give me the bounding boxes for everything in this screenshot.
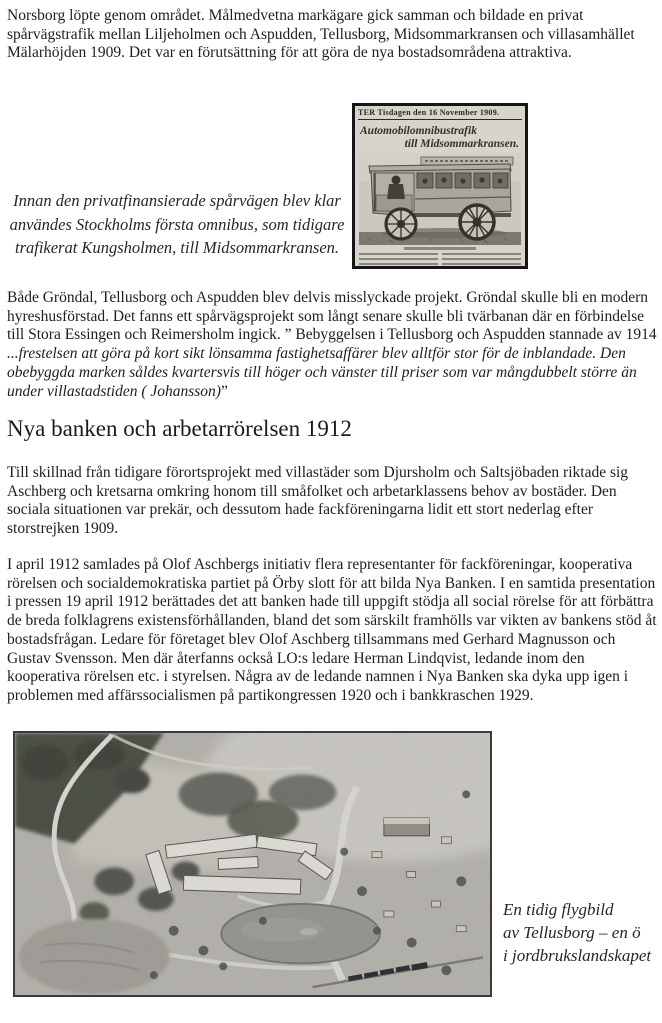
aerial-caption-line1: En tidig flygbild xyxy=(503,900,614,919)
aerial-photo-caption xyxy=(503,898,662,967)
omnibus-photo xyxy=(359,153,521,245)
section-heading: Nya banken och arbetarrörelsen 1912 xyxy=(7,416,352,441)
aerial-photo-tellusborg xyxy=(13,731,492,997)
fine-print-column-right xyxy=(442,253,521,267)
paragraph-nya-banken: I april 1912 samlades på Olof Aschbergs initiativ flera representanter för fackföreningar, kooperativa rörelsen och socialdemokratiska partiet på Örby slott för att bilda Nya Banken. I en samtida presentation i pressen 19 april 1912 berättades det att banken hade till uppgift stödja all social rörelse för att förbättra de breda folklagrens existensförhållanden, bland det som särskilt framhölls var vikten av bankens stöd åt bostadsfrågan. Ledare för företaget blev Olof Aschberg tillsammans med Gerhard Magnusson och Gustav Svensson. Men där återfanns också LO:s ledare Herman Lindqvist, ledande inom den kooperativa rörelsen etc. i styrelsen. Några av de ledande namnen i Nya Banken ska dyka upp igen i problemen med affärssocialismen på partikongressen 1920 och i bankkraschen 1929. xyxy=(7,556,657,704)
paragraph-grondal xyxy=(7,289,657,401)
paragraph-norsborg: Norsborg löpte genom området. Målmedvetna markägare gick samman och bildade en privat spårvägstrafik mellan Liljeholmen och Aspudden, Tellusborg, Midsommarkransen och villasamhället Mälarhöjden 1909. Det var en förutsättning för att göra de nya bostadsområdena attraktiva. xyxy=(7,7,635,62)
clipping-dateline: TER Tisdagen den 16 November 1909. xyxy=(358,108,522,120)
clipping-photo-microcaption xyxy=(404,247,476,250)
clipping-fine-print xyxy=(359,253,521,267)
aerial-caption-line2: av Tellusborg – en ö xyxy=(503,923,641,942)
clipping-headline-line1: Automobilomnibustrafik xyxy=(360,125,477,137)
p3-text-normal: Både Gröndal, Tellusborg och Aspudden blev delvis misslyckade projekt. Gröndal skulle bli en modern hyreshusförstad. Det fanns ett spårvägsprojekt som långt senare skulle bli tvärbanan där en förbindelse till Stora Essingen och Reimersholm ingick. ” Bebyggelsen i Tellusborg och Aspudden stannade av 1914 xyxy=(7,289,657,344)
omnibus-illustration xyxy=(359,153,521,245)
newspaper-clipping xyxy=(352,103,528,269)
paragraph-till-skillnad: Till skillnad från tidigare förortsprojekt med villastäder som Djursholm och Saltsjöbaden riktade sig Aschberg och kretsarna omkring honom till småfolket och arbetarklassens behov av bostäder. Den sociala situationen var prekär, och dessutom hade fackföreningarna lidit ett stort nederlag efter storstrejken 1909. xyxy=(7,464,629,538)
fine-print-column-left xyxy=(359,253,438,267)
clipping-headline-line2: till Midsommarkransen. xyxy=(404,138,519,150)
aerial-caption-line3: i jordbrukslandskapet xyxy=(503,946,652,965)
p3-closing-quote: ” xyxy=(220,382,228,400)
bus-figure-caption: Innan den privatfinansierade spårvägen blev klar användes Stockholms första omnibus, som tidigare trafikerat Kungsholmen, till Midsommarkransen. xyxy=(9,191,345,257)
aerial-photo-illustration xyxy=(15,733,490,995)
p3-quoted-italic: ...frestelsen att göra på kort sikt lönsamma fastighetsaffärer blev alltför stor för de inblandade. Den obebyggda marken såldes kvartersvis till höger och vänster till priser som var mångdubbelt större än under villastadstiden ( Johansson) xyxy=(7,345,637,400)
